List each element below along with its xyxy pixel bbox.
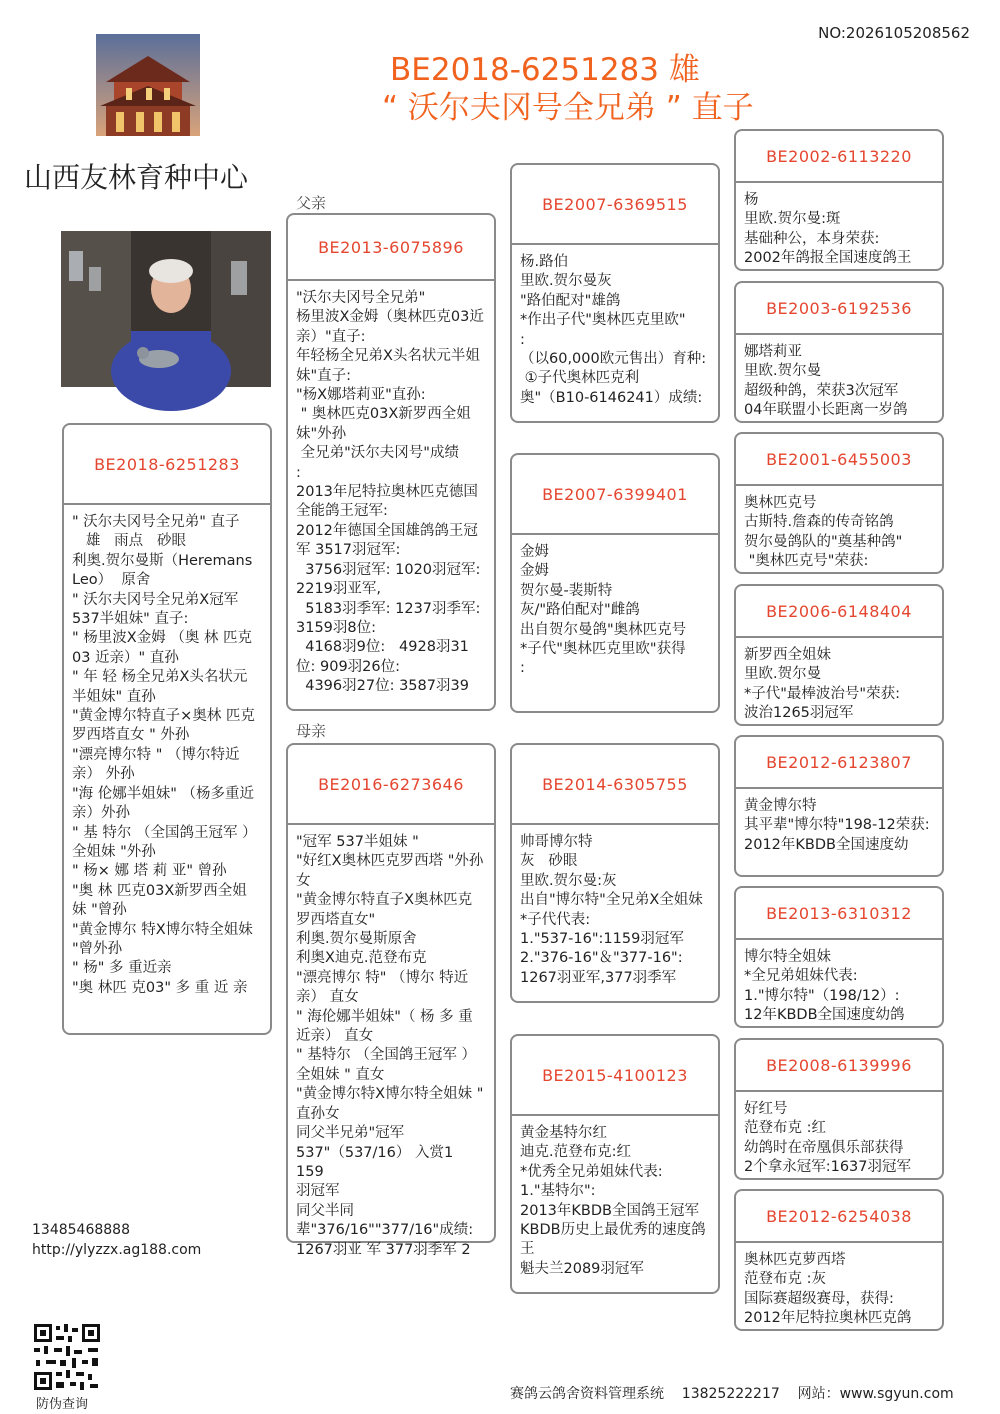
maternal-grandmother-ring: BE2015-4100123: [512, 1036, 718, 1116]
paternal-grandfather-card: [510, 163, 720, 423]
subject-card: [62, 423, 272, 1035]
paternal-grandmother-description: 金姆 金姆 贺尔曼-裴斯特 灰/"路伯配对"雌鸽 出自贺尔曼鸽"奥林匹克号 *子代"奥林匹克里欧"获得 :: [520, 544, 687, 677]
mother-ring: BE2016-6273646: [288, 745, 494, 825]
great-grandparent-description: 娜塔莉亚 里欧.贺尔曼 超级种鸽，荣获3次冠军 04年联盟小长距离一岁鸽: [744, 344, 908, 419]
great-grandparent-ring: BE2008-6139996: [736, 1040, 942, 1092]
contact-phone: 13485468888: [32, 1222, 130, 1238]
great-grandparent-card: [734, 281, 944, 423]
contact-url[interactable]: http://ylyzzx.ag188.com: [32, 1242, 202, 1258]
great-grandparent-description: 杨 里欧.贺尔曼:斑 基础种公，本身荣获: 2002年鸽报全国速度鸽王: [744, 192, 912, 267]
org-name: 山西友林育种中心: [24, 161, 249, 194]
great-grandparent-description: 博尔特全姐妹 *全兄弟姐妹代表: 1."博尔特"（198/12）: 12年KBDB全国速度幼鸽: [744, 949, 905, 1024]
mother-card: [286, 743, 496, 1258]
great-grandparent-ring: BE2013-6310312: [736, 888, 942, 940]
maternal-grandfather-description: 帅哥博尔特 灰 砂眼 里欧.贺尔曼:灰 出自"博尔特"全兄弟X全姐妹 *子代代表: 1."537-16":1159羽冠军 2."376-16"＆"377-16": 1267羽亚军,377羽季军: [520, 834, 703, 986]
great-grandparent-ring: BE2012-6254038: [736, 1191, 942, 1243]
great-grandparent-ring: BE2003-6192536: [736, 283, 942, 335]
great-grandparent-ring: BE2006-6148404: [736, 586, 942, 638]
subject-description: " 沃尔夫冈号全兄弟" 直子 雄 雨点 砂眼 利奥.贺尔曼斯（Heremans Leo） 原舍 " 沃尔夫冈号全兄弟X冠军537半姐妹" 直子: " 杨里波X金姆 （奥 林 匹克03 近亲）" 直孙 " 年 轻 杨全兄弟X头名状元半姐妹" 直孙 "黄金博尔特直子×奥林 匹克罗西塔直女 " 外孙 "漂亮博尔特 " （博尔特近亲） 外孙 "海 伦娜半姐妹" （杨多重近亲）外孙 " 基 特尔 （全国鸽王冠军 ）全姐妹 "外孙 " 杨× 娜 塔 莉 亚" 曾孙 "奥 林 匹克03X新罗西全姐妹 "曾孙 "黄金博尔 特X博尔特全姐妹 "曾外孙 " 杨" 多 重近亲 "奥 林匹 克03" 多 重 近 亲: [72, 514, 257, 996]
pigeon-title: BE2018-6251283 雄: [390, 52, 700, 88]
paternal-grandfather-ring: BE2007-6369515: [512, 165, 718, 245]
great-grandparent-card: [734, 1038, 944, 1180]
loft-photo: [96, 34, 200, 136]
great-grandparent-description: 好红号 范登布克 :红 幼鸽时在帝凰俱乐部获得 2个拿永冠军:1637羽冠军: [744, 1101, 912, 1176]
great-grandparent-ring: BE2001-6455003: [736, 434, 942, 486]
great-grandparent-card: [734, 1189, 944, 1331]
paternal-grandmother-card: [510, 453, 720, 713]
father-description: "沃尔夫冈号全兄弟" 杨里波X金姆（奥林匹克03近亲）"直子: 年轻杨全兄弟X头名状元半姐妹"直子: "杨X娜塔莉亚"直孙: " 奥林匹克03X新罗西全姐妹"外孙 全兄弟"沃尔夫冈号"成绩 : 2013年尼特拉奥林匹克德国全能鸽王冠军: 2012年德国全国雄鸽鸽王冠军 3517羽冠军: 3756羽冠军: 1020羽冠军: 2219羽亚军, 5183羽季军: 1237羽季军: 3159羽8位: 4168羽9位: 4928羽31位: 909羽26位: 4396羽27位: 3587羽39: [296, 290, 484, 695]
maternal-grandmother-description: 黄金基特尔红 迪克.范登布克:红 *优秀全兄弟姐妹代表: 1."基特尔": 2013年KBDB全国鸽王冠军 KBDB历史上最优秀的速度鸽王 魁夫兰2089羽冠军: [520, 1125, 706, 1277]
great-grandparent-card: [734, 129, 944, 271]
great-grandparent-card: [734, 432, 944, 574]
paternal-grandfather-description: 杨.路伯 里欧.贺尔曼灰 "路伯配对"雄鸽 *作出子代"奥林匹克里欧" : （以60,000欧元售出）育种: ①子代奥林匹克利奥"（B10-6146241）成绩:: [520, 254, 707, 406]
maternal-grandmother-card: [510, 1034, 720, 1294]
great-grandparent-card: [734, 584, 944, 726]
great-grandparent-ring: BE2002-6113220: [736, 131, 942, 183]
great-grandparent-ring: BE2012-6123807: [736, 737, 942, 789]
great-grandparent-card: [734, 886, 944, 1028]
qr-code[interactable]: [32, 1322, 102, 1392]
footer-text: 赛鸽云鸽舍资料管理系统 13825222217 网站：www.sgyun.com: [510, 1386, 954, 1402]
great-grandparent-description: 新罗西全姐妹 里欧.贺尔曼 *子代"最棒波治号"荣获: 波治1265羽冠军: [744, 647, 900, 722]
mother-section-label: 母亲: [296, 722, 327, 740]
mother-description: "冠军 537半姐妹 " "好红X奥林匹克罗西塔 "外孙女 "黄金博尔特直子X奥林匹克罗西塔直女" 利奥.贺尔曼斯原舍 利奥X迪克.范登布克 "漂亮博尔 特" （博尔 特近亲） 直女 " 海伦娜半姐妹"（ 杨 多 重近亲） 直女 " 基特尔 （全国鸽王冠军 ）全姐妹 " 直女 "黄金博尔特X博尔特全姐妹 " 直孙女 同父半兄弟"冠军537"（537/16） 入赏1 159 羽冠军 同父半同辈"376/16""377/16"成绩: 1267羽亚 军 377羽季军 2: [296, 834, 484, 1258]
pigeon-subtitle: “ 沃尔夫冈号全兄弟 ” 直子: [382, 90, 754, 126]
maternal-grandfather-card: [510, 743, 720, 1003]
subject-ring: BE2018-6251283: [64, 425, 270, 505]
paternal-grandmother-ring: BE2007-6399401: [512, 455, 718, 535]
father-ring: BE2013-6075896: [288, 215, 494, 281]
father-section-label: 父亲: [296, 194, 327, 212]
great-grandparent-description: 奥林匹克号 古斯特.詹森的传奇铭鸽 贺尔曼鸽队的"奠基种鸽" "奥林匹克号"荣获:: [744, 495, 903, 570]
document-number: NO:2026105208562: [818, 24, 970, 42]
father-card: [286, 213, 496, 711]
qr-label: 防伪查询: [36, 1397, 89, 1412]
great-grandparent-description: 奥林匹克萝西塔 范登布克 :灰 国际赛超级赛母，获得: 2012年尼特拉奥林匹克鸽: [744, 1252, 912, 1327]
great-grandparent-card: [734, 735, 944, 877]
great-grandparent-description: 黄金博尔特 其平辈"博尔特"198-12荣获: 2012年KBDB全国速度幼: [744, 798, 930, 853]
breeder-photo: [61, 231, 271, 387]
maternal-grandfather-ring: BE2014-6305755: [512, 745, 718, 825]
